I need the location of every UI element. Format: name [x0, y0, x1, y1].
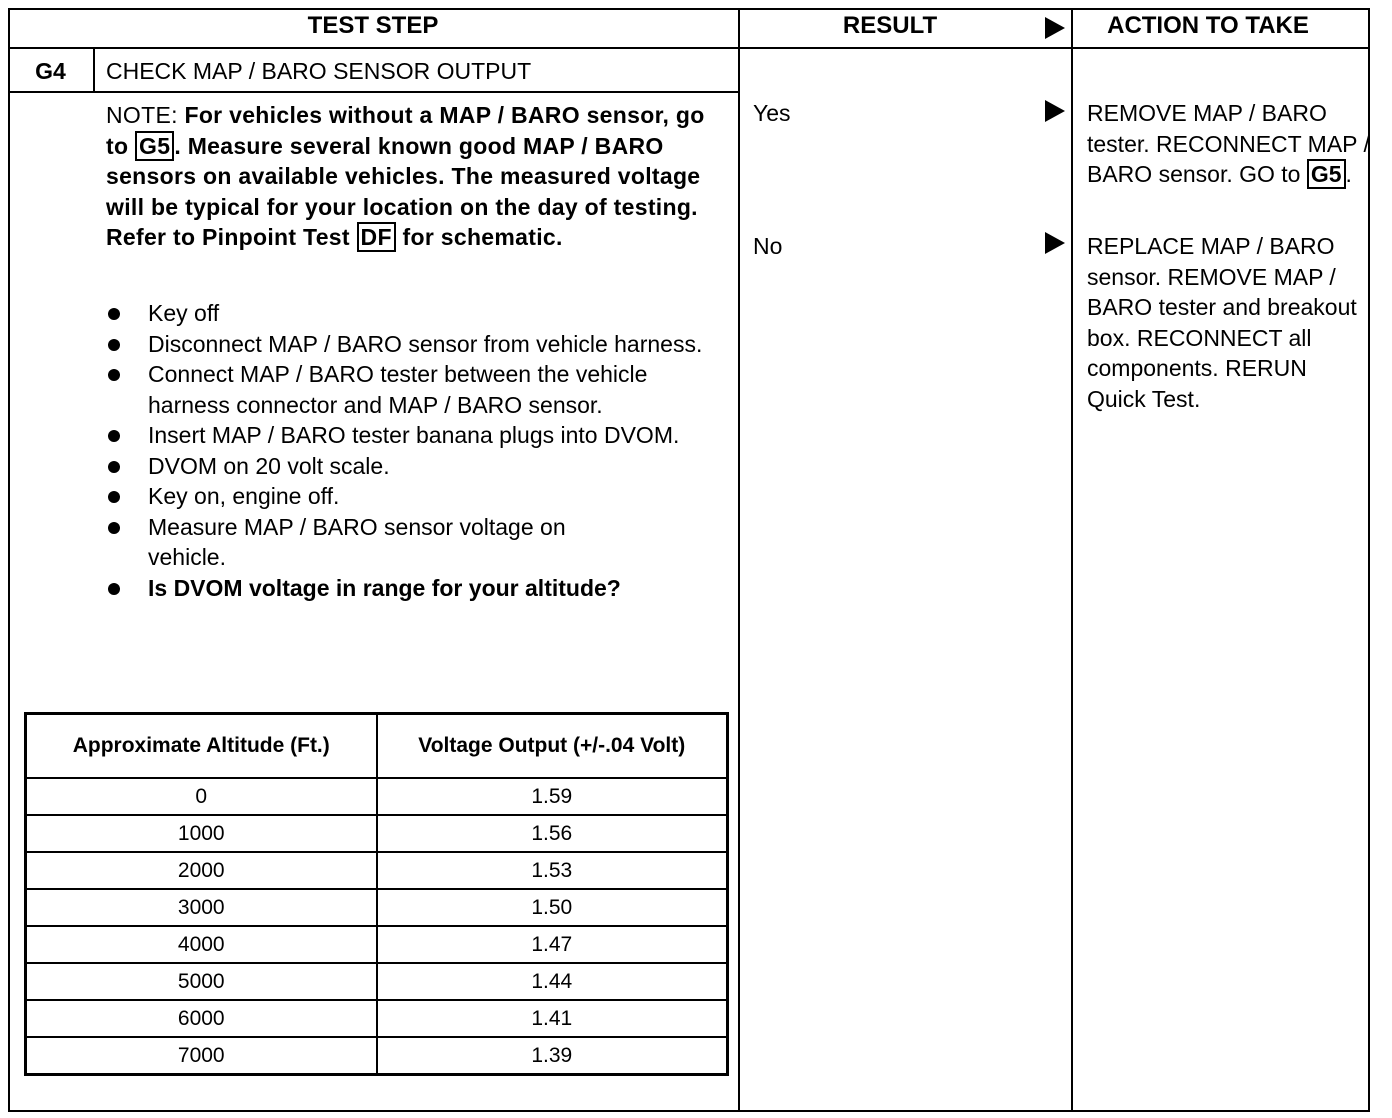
- step-text: Key on, engine off.: [148, 483, 340, 509]
- step-text: Connect MAP / BARO tester between the vehicle harness connector and MAP / BARO sensor.: [148, 361, 648, 418]
- voltage-cell: 1.59: [377, 778, 728, 815]
- altitude-cell: 7000: [26, 1037, 377, 1075]
- bullet-icon: [108, 369, 120, 381]
- altitude-cell: 2000: [26, 852, 377, 889]
- table-row: [26, 926, 728, 963]
- header-test-step: TEST STEP: [307, 12, 439, 39]
- list-item: [106, 451, 708, 482]
- list-item: [106, 298, 708, 329]
- step-ref-link[interactable]: G5: [135, 131, 174, 161]
- step-question: Is DVOM voltage in range for your altitude?: [148, 574, 621, 601]
- column-header-altitude: Approximate Altitude (Ft.): [26, 714, 377, 779]
- list-item: [106, 420, 708, 451]
- note-text: . Measure several known good MAP / BARO sensors on available vehicles. The measured voltage will be typical for your location on the day of testing. Refer to Pinpoint Test: [106, 132, 701, 250]
- list-item: [106, 573, 748, 604]
- bullet-icon: [108, 583, 120, 595]
- voltage-cell: 1.53: [377, 852, 728, 889]
- table-row: [26, 963, 728, 1000]
- step-text: DVOM on 20 volt scale.: [148, 452, 390, 479]
- note-label: NOTE:: [106, 102, 178, 128]
- note-text: For vehicles without a MAP / BARO sensor, go to: [106, 102, 705, 159]
- table-row: [26, 1000, 728, 1037]
- bullet-icon: [108, 461, 120, 473]
- list-item: [106, 359, 678, 420]
- action-text: .: [1345, 161, 1352, 187]
- header-divider: [8, 47, 1370, 49]
- list-item: [106, 329, 708, 360]
- bullet-icon: [108, 491, 120, 503]
- arrow-right-icon: [1045, 232, 1065, 254]
- altitude-cell: 6000: [26, 1000, 377, 1037]
- step-title: CHECK MAP / BARO SENSOR OUTPUT: [106, 58, 532, 84]
- voltage-cell: 1.39: [377, 1037, 728, 1075]
- step-ref-link[interactable]: G5: [1307, 159, 1346, 189]
- result-no: No: [753, 233, 783, 259]
- step-id: G4: [35, 58, 66, 84]
- altitude-cell: 5000: [26, 963, 377, 1000]
- arrow-right-icon: [1045, 100, 1065, 122]
- step-text: Disconnect MAP / BARO sensor from vehicle harness.: [148, 330, 703, 357]
- note-text: for schematic.: [402, 224, 563, 250]
- step-title-divider: [8, 91, 739, 93]
- voltage-cell: 1.41: [377, 1000, 728, 1037]
- bullet-icon: [108, 430, 120, 442]
- altitude-cell: 4000: [26, 926, 377, 963]
- table-row: [26, 815, 728, 852]
- bullet-icon: [108, 339, 120, 351]
- table-row: [26, 889, 728, 926]
- action-text: REMOVE MAP / BARO tester. RECONNECT MAP / BARO sensor. GO to: [1087, 100, 1370, 187]
- result-yes: Yes: [753, 100, 791, 126]
- voltage-cell: 1.56: [377, 815, 728, 852]
- border-left: [8, 8, 10, 1112]
- step-text: Measure MAP / BARO sensor voltage on vehicle.: [148, 513, 566, 570]
- step-text: Key off: [148, 300, 220, 326]
- bullet-icon: [108, 308, 120, 320]
- action-yes: [1087, 98, 1372, 190]
- list-item: [106, 481, 708, 512]
- list-item: [106, 512, 648, 573]
- voltage-cell: 1.44: [377, 963, 728, 1000]
- step-text: Insert MAP / BARO tester banana plugs into DVOM.: [148, 422, 680, 448]
- altitude-cell: 1000: [26, 815, 377, 852]
- column-divider-1: [738, 8, 740, 1112]
- bullet-icon: [108, 522, 120, 534]
- header-result: RESULT: [842, 12, 938, 39]
- column-divider-2: [1071, 8, 1073, 1112]
- voltage-cell: 1.50: [377, 889, 728, 926]
- altitude-cell: 3000: [26, 889, 377, 926]
- table-row: [26, 1037, 728, 1075]
- procedure-list: [106, 298, 706, 603]
- note: [106, 100, 706, 253]
- border-bottom: [8, 1110, 1370, 1112]
- voltage-cell: 1.47: [377, 926, 728, 963]
- altitude-cell: 0: [26, 778, 377, 815]
- column-header-voltage: Voltage Output (+/-.04 Volt): [377, 714, 728, 779]
- table-row: [26, 852, 728, 889]
- altitude-voltage-table: [24, 712, 729, 1076]
- border-top: [8, 8, 1370, 10]
- step-id-divider: [93, 48, 95, 92]
- action-no: REPLACE MAP / BARO sensor. REMOVE MAP / BARO tester and breakout box. RECONNECT all components. RERUN Quick Test.: [1087, 233, 1357, 412]
- arrow-right-icon: [1045, 17, 1065, 39]
- pinpoint-ref-link[interactable]: DF: [357, 222, 396, 252]
- header-action: ACTION TO TAKE: [1107, 12, 1309, 39]
- table-row: [26, 778, 728, 815]
